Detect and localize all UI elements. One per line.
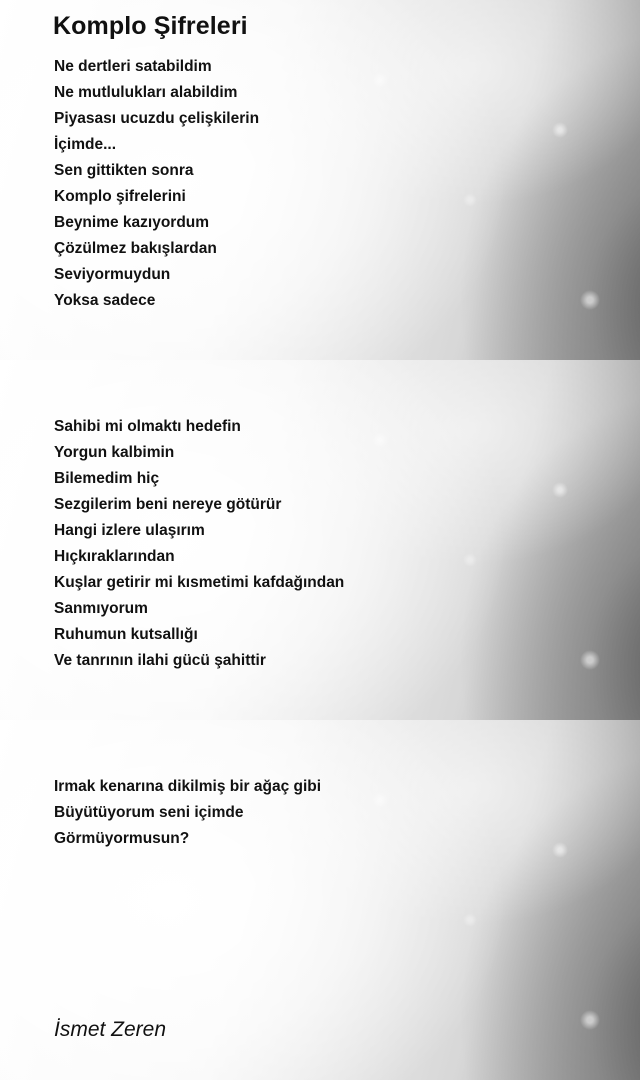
poem-line: Hıçkıraklarından bbox=[54, 548, 175, 565]
poem-line: Seviyormuydun bbox=[54, 266, 171, 283]
poem-title: Komplo Şifreleri bbox=[53, 12, 248, 40]
poem-line: Yoksa sadece bbox=[54, 292, 156, 309]
poem-line: Sahibi mi olmaktı hedefin bbox=[54, 418, 241, 435]
poem-line: Bilemedim hiç bbox=[54, 470, 160, 487]
poem-panel-3 bbox=[0, 720, 640, 1080]
poem-line: Görmüyormusun? bbox=[54, 830, 190, 847]
poem-panel-2 bbox=[0, 360, 640, 720]
poem-line: Piyasası ucuzdu çelişkilerin bbox=[54, 110, 260, 127]
poem-line: Çözülmez bakışlardan bbox=[54, 240, 217, 257]
poem-author: İsmet Zeren bbox=[54, 1018, 167, 1041]
poem-line: Komplo şifrelerini bbox=[54, 188, 186, 205]
poem-line: Ne dertleri satabildim bbox=[54, 58, 212, 75]
poem-line: Sezgilerim beni nereye götürür bbox=[54, 496, 282, 513]
stanza-1 bbox=[54, 54, 259, 314]
poem-line: Ne mutlulukları alabildim bbox=[54, 84, 238, 101]
poem-line: Kuşlar getirir mi kısmetimi kafdağından bbox=[54, 574, 345, 591]
poem-line: Büyütüyorum seni içimde bbox=[54, 804, 244, 821]
poem-line: Ve tanrının ilahi gücü şahittir bbox=[54, 652, 266, 669]
poem-line: Sen gittikten sonra bbox=[54, 162, 194, 179]
stanza-2 bbox=[54, 414, 344, 674]
poem-line: Yorgun kalbimin bbox=[54, 444, 175, 461]
poem-line: Irmak kenarına dikilmiş bir ağaç gibi bbox=[54, 778, 322, 795]
stanza-3 bbox=[54, 774, 321, 852]
poem-line: Sanmıyorum bbox=[54, 600, 148, 617]
poem-line: Hangi izlere ulaşırım bbox=[54, 522, 205, 539]
poem-panel-1 bbox=[0, 0, 640, 360]
poem-line: Ruhumun kutsallığı bbox=[54, 626, 198, 643]
poem-line: Beynime kazıyordum bbox=[54, 214, 210, 231]
poem-line: İçimde... bbox=[54, 136, 117, 153]
